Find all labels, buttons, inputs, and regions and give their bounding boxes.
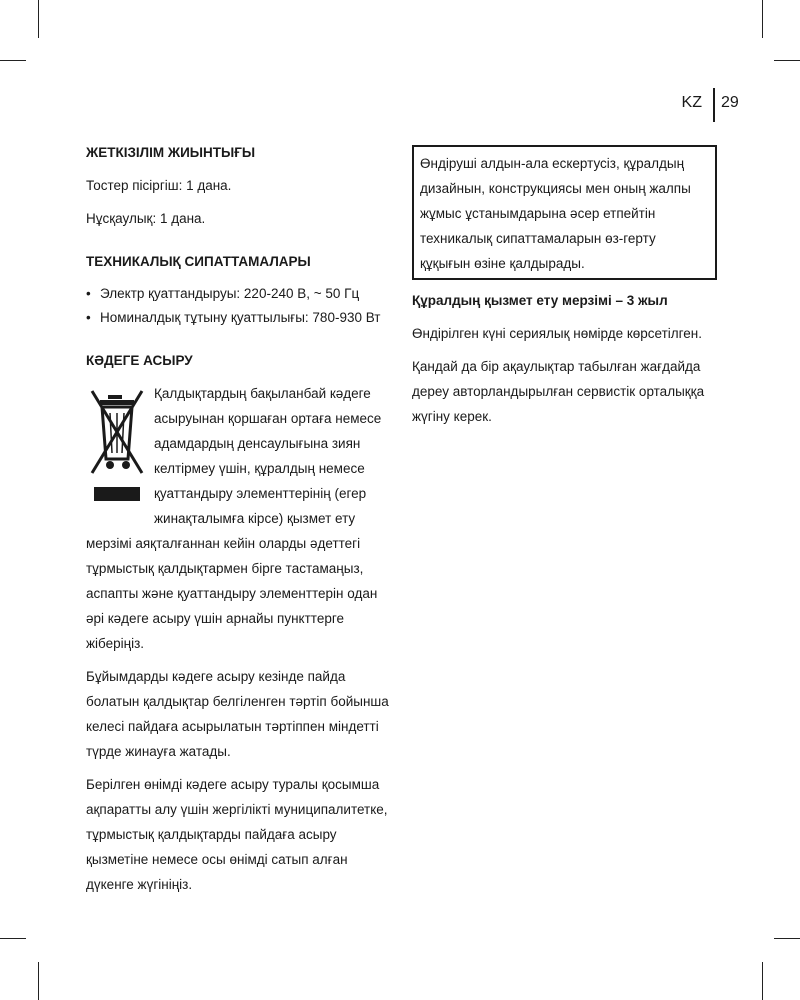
disposal-heading: КӘДЕГЕ АСЫРУ xyxy=(86,353,193,368)
language-code: KZ xyxy=(681,94,702,111)
delivery-item: Нұсқаулық: 1 дана. xyxy=(86,211,206,226)
crop-mark xyxy=(38,962,39,1000)
crop-mark xyxy=(0,60,26,61)
delivery-item: Тостер пісіргіш: 1 дана. xyxy=(86,178,232,193)
disposal-paragraph: Қалдықтардың бақыланбай кәдеге асыруынан қоршаған ортаға немесе адамдардың денсаулығына зиян келтірмеу үшін, құралдың немесе қуаттандыру элементтерінің (егер жинақталымға кірсе) қызмет ету мерзімі аяқталғаннан кейін оларды әдеттегі тұрмыстық қалдықтармен бірге тастамаңыз, аспапты және қуаттандыру элементтерін одан әрі кәдеге асыру үшін арнайы пункттерге жіберіңіз. xyxy=(86,386,382,651)
disposal-paragraph: Бұйымдарды кәдеге асыру кезінде пайда болатын қалдықтар белгіленген тәртіп бойынша келесі пайдаға асырылатын тәртіппен міндетті түрде жинауға жатады. xyxy=(86,669,389,759)
service-paragraph: Өндірілген күні сериялық нөмірде көрсетілген. xyxy=(412,326,702,341)
crop-mark xyxy=(774,60,800,61)
crop-mark xyxy=(0,938,26,939)
spec-item: • Номиналдық тұтыну қуаттылығы: 780-930 Вт xyxy=(86,306,398,330)
crop-mark xyxy=(762,962,763,1000)
delivery-heading: ЖЕТКІЗІЛІМ ЖИЫНТЫҒЫ xyxy=(86,145,256,160)
page-header xyxy=(672,88,752,122)
disposal-block xyxy=(86,381,398,656)
header-divider xyxy=(713,88,715,122)
specs-list xyxy=(86,282,398,330)
service-paragraph: Қандай да бір ақаулықтар табылған жағдайда дереу авторландырылған сервистік орталыққа жүгіну керек. xyxy=(412,359,705,424)
right-column xyxy=(412,145,717,429)
crop-mark xyxy=(38,0,39,38)
page-number: 29 xyxy=(721,94,739,111)
service-life-heading: Құралдың қызмет ету мерзімі – 3 жыл xyxy=(412,293,668,308)
spec-item: • Электр қуаттандыруы: 220-240 В, ~ 50 Гц xyxy=(86,282,398,306)
manufacturer-notice: Өндіруші алдын-ала ескертусіз, құралдың дизайнын, конструкциясы мен оның жалпы жұмыс ұстанымдарына әсер етпейтін техникалық сипаттамаларын өз-герту құқығын өзіне қалдырады. xyxy=(420,156,691,271)
manufacturer-notice-box xyxy=(412,145,717,280)
left-column xyxy=(86,140,398,897)
crop-mark xyxy=(774,938,800,939)
specs-heading: ТЕХНИКАЛЫҚ СИПАТТАМАЛАРЫ xyxy=(86,254,311,269)
crossed-out-wheelie-bin-icon xyxy=(88,385,146,511)
crop-mark xyxy=(762,0,763,38)
disposal-paragraph: Берілген өнімді кәдеге асыру туралы қосымша ақпаратты алу үшін жергілікті муниципалитетке, тұрмыстық қалдықтарды пайдаға асыру қызметіне немесе осы өнімді сатып алған дүкенге жүгініңіз. xyxy=(86,777,388,892)
